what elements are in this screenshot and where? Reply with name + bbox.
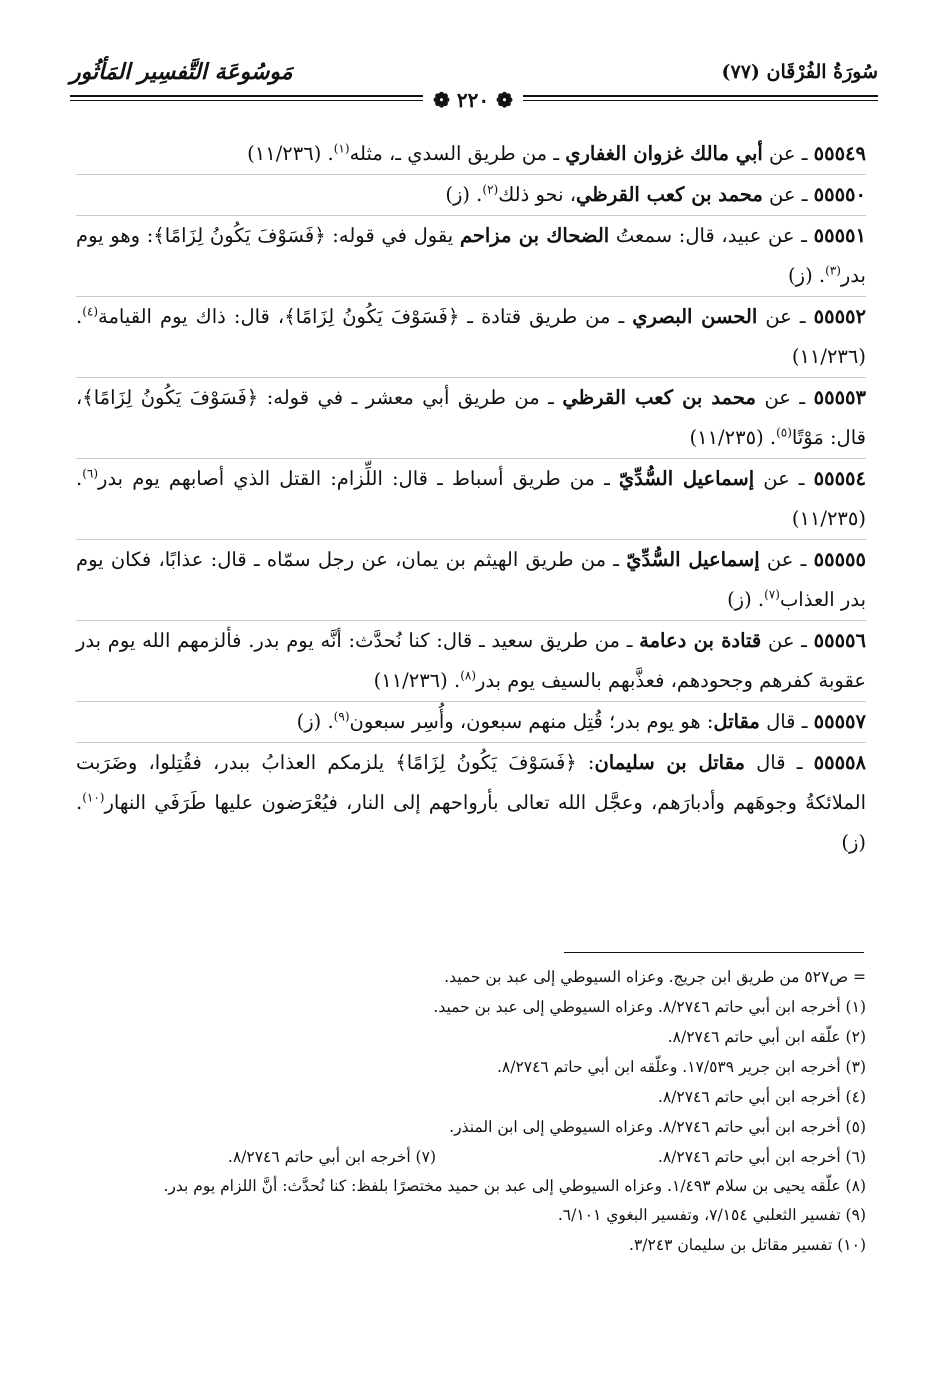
book-title: مَوسُوعَة التَّفسِير المَأثُور xyxy=(70,59,293,85)
entry-text: ـ من طريق أسباط ـ قال: اللِّزام: القتل الذي أصابهم يوم بدر xyxy=(98,467,619,490)
entry xyxy=(76,174,866,215)
entry-text: : ﴿فَسَوْفَ يَكُونُ لِزَامًا﴾ يلزمكم العذابُ ببدر، فقُتِلوا، وضَرَبت الملائكةُ وجوهَهم وأدبارَهم، وعجَّل الله تعالى بأرواحهم إلى النار، فيُعْرَضون عليها طَرَفَي النهار xyxy=(76,751,866,814)
entry-text: ـ عن xyxy=(762,183,814,206)
footnote: (٤) أخرجه ابن أبي حاتم ٨/٢٧٤٦. xyxy=(657,1088,866,1106)
entry-text: ـ عن xyxy=(762,142,814,165)
narrator-name: الضحاك بن مزاحم xyxy=(459,224,610,247)
footnotes xyxy=(71,962,866,1260)
footnote: (٧) أخرجه ابن أبي حاتم ٨/٢٧٤٦. xyxy=(227,1148,436,1166)
entry xyxy=(76,134,866,174)
narrator-name: أبي مالك غزوان الغفاري xyxy=(565,142,763,165)
footnote: (٨) علّقه يحيى بن سلام ١/٤٩٣. وعزاه السيوطي إلى عبد بن حميد مختصرًا بلفظ: كنا نُحدَّث: أنَّ اللزام يوم بدر. xyxy=(163,1177,866,1195)
entry-text: ـ من طريق سعيد ـ قال: كنا نُحدَّث: أنَّه يوم بدر. فألزمهم الله يوم بدر عقوبة كفرهم وجحودهم، فعذَّبهم بالسيف يوم بدر xyxy=(76,629,866,692)
entry xyxy=(76,377,866,458)
narrator-name: محمد بن كعب القرظي xyxy=(562,386,756,409)
entry-text: ـ عن عبيد، قال: سمعتُ xyxy=(609,224,814,247)
entry-number: ٥٥٥٥٧ xyxy=(813,710,866,733)
entry-text: يقول في قوله: ﴿فَسَوْفَ يَكُونُ لِزَامًا﴾: وهو يوم بدر xyxy=(76,224,866,287)
entry-ref: . (١١/٢٣٦) xyxy=(373,669,461,692)
footnote-ref: (١٠) xyxy=(82,790,105,805)
footnote-ref: (٢) xyxy=(482,182,499,197)
narrator-name: إسماعيل السُّدِّيّ xyxy=(618,467,755,490)
page-number: ❁ ٢٢٠ ❁ xyxy=(423,88,523,112)
entry-text: ـ من طريق السدي ـ، مثله xyxy=(349,142,566,165)
entry-number: ٥٥٥٥٢ xyxy=(813,305,866,328)
entry-number: ٥٥٥٥١ xyxy=(813,224,866,247)
narrator-name: مقاتل xyxy=(713,710,760,733)
footnote-ref: (٧) xyxy=(764,587,780,602)
entry-ref: . (١١/٢٣٦) xyxy=(247,142,334,165)
entry-ref: . (ز) xyxy=(727,588,765,611)
entry-number: ٥٥٥٥٣ xyxy=(813,386,866,409)
entry-text: ، نحو ذلك xyxy=(498,183,577,206)
entry xyxy=(76,539,866,620)
footnote-ref: (٣) xyxy=(825,263,841,278)
entry-number: ٥٥٥٥٤ xyxy=(813,467,867,490)
page-number-wrap xyxy=(0,88,946,112)
footnote-pair xyxy=(71,1142,866,1172)
entry-text: ـ عن xyxy=(754,467,814,490)
entry xyxy=(76,620,866,701)
footnote-ref: (٨) xyxy=(460,668,477,683)
running-header xyxy=(70,52,878,92)
entry-text: ـ من طريق قتادة ـ ﴿فَسَوْفَ يَكُونُ لِزَامًا﴾، قال: ذاك يوم القيامة xyxy=(98,305,633,328)
entry xyxy=(76,458,866,539)
footnote: (١) أخرجه ابن أبي حاتم ٨/٢٧٤٦. وعزاه السيوطي إلى عبد بن حميد. xyxy=(433,998,866,1016)
entry-text: ـ قال xyxy=(759,710,814,733)
footnote-ref: (١) xyxy=(333,141,350,156)
entry-text: ـ عن xyxy=(761,629,814,652)
footnote: (١٠) تفسير مقاتل بن سليمان ٣/٢٤٣. xyxy=(629,1236,866,1254)
entry-number: ٥٥٥٥٨ xyxy=(813,751,866,774)
entry-ref: . (ز) xyxy=(76,791,866,854)
narrator-name: الحسن البصري xyxy=(632,305,758,328)
narrator-name: مقاتل بن سليمان xyxy=(594,751,745,774)
footnote: (٩) تفسير الثعلبي ٧/١٥٤، وتفسير البغوي ٦/١٠١. xyxy=(557,1206,866,1224)
footnote-ref: (٦) xyxy=(82,466,99,481)
footnote: (٣) أخرجه ابن جرير ١٧/٥٣٩. وعلّقه ابن أبي حاتم ٨/٢٧٤٦. xyxy=(496,1058,866,1076)
entry-text: ـ قال xyxy=(744,751,814,774)
entry-number: ٥٥٥٥٥ xyxy=(813,548,866,571)
entry-text: ـ عن xyxy=(755,386,814,409)
footnote-separator xyxy=(564,952,864,953)
entry xyxy=(76,215,866,296)
entry-ref: . (١١/٢٣٦) xyxy=(76,305,866,368)
entry-ref: . (ز) xyxy=(788,264,826,287)
entry-ref: . (١١/٢٣٥) xyxy=(689,426,777,449)
footnote: (٢) علّقه ابن أبي حاتم ٨/٢٧٤٦. xyxy=(667,1028,866,1046)
narrator-name: إسماعيل السُّدِّيّ xyxy=(626,548,760,571)
main-text xyxy=(76,134,866,863)
narrator-name: قتادة بن دعامة xyxy=(639,629,762,652)
entry-text: ـ عن xyxy=(757,305,814,328)
footnote-ref: (٥) xyxy=(776,425,792,440)
footnote-continuation: = ص٥٢٧ من طريق ابن جريج. وعزاه السيوطي إلى عبد بن حميد. xyxy=(444,968,866,986)
entry-number: ٥٥٥٤٩ xyxy=(813,142,866,165)
entry-text: ـ من طريق الهيثم بن يمان، عن رجل سمّاه ـ قال: عذابًا، فكان يوم بدر العذاب xyxy=(76,548,866,611)
footnote: (٥) أخرجه ابن أبي حاتم ٨/٢٧٤٦. وعزاه السيوطي إلى ابن المنذر. xyxy=(449,1118,866,1136)
entry-text: ـ عن xyxy=(759,548,814,571)
entry xyxy=(76,296,866,377)
entry-ref: . (ز) xyxy=(296,710,334,733)
entry-ref: . (١١/٢٣٥) xyxy=(76,467,866,530)
footnote: (٦) أخرجه ابن أبي حاتم ٨/٢٧٤٦. xyxy=(657,1148,866,1166)
narrator-name: محمد بن كعب القرظي xyxy=(576,183,763,206)
entry-text: ـ من طريق أبي معشر ـ في قوله: ﴿فَسَوْفَ يَكُونُ لِزَامًا﴾، قال: مَوْتًا xyxy=(76,386,866,449)
entry xyxy=(76,742,866,863)
footnote-ref: (٤) xyxy=(82,304,99,319)
surah-title: سُورَةُ الفُرْقَان (٧٧) xyxy=(721,61,878,83)
entry-number: ٥٥٥٥٠ xyxy=(813,183,866,206)
footnote-ref: (٩) xyxy=(333,709,350,724)
entry-number: ٥٥٥٥٦ xyxy=(813,629,866,652)
entry-ref: . (ز) xyxy=(445,183,483,206)
entry-text: : هو يوم بدر؛ قُتِل منهم سبعون، وأُسِر سبعون xyxy=(349,710,714,733)
entry xyxy=(76,701,866,742)
